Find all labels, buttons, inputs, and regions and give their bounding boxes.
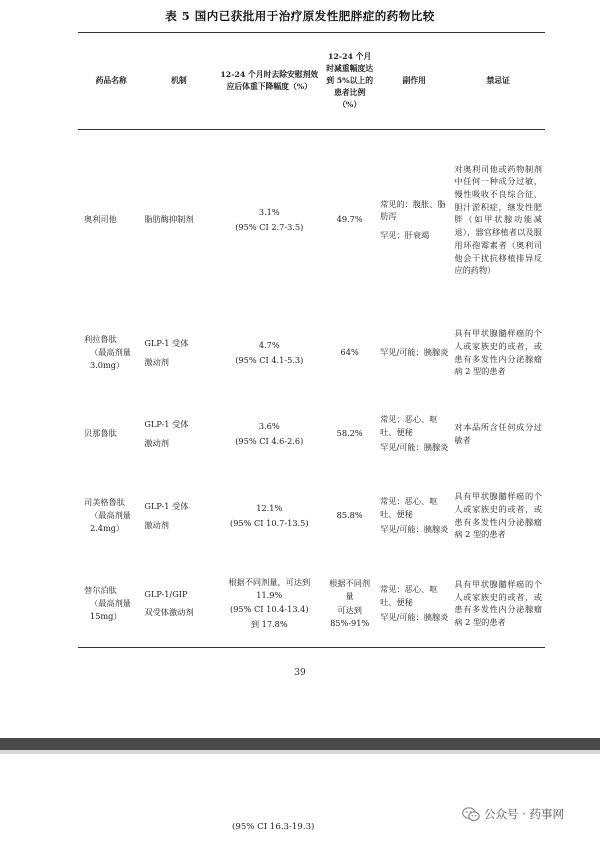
header-contraindications: 禁忌证 xyxy=(451,33,545,130)
side-effect-rare: 罕见/可能：胰腺炎 xyxy=(380,611,449,622)
table-row xyxy=(78,396,545,472)
drug-name-cell xyxy=(78,130,141,310)
weight-loss-cell xyxy=(216,560,322,648)
header-mechanism: 机制 xyxy=(141,33,216,130)
patient-ratio-value: 根据不同剂量 xyxy=(329,577,371,601)
side-effects-cell xyxy=(377,396,451,472)
weight-loss-ci: (95% CI 4.1-5.3) xyxy=(235,354,304,365)
patient-ratio-value-2: 可达到 85%-91% xyxy=(330,605,370,628)
side-effect-common: 常见的：腹胀、脂肪泻 xyxy=(380,198,446,222)
weight-loss-ci: (95% CI 4.6-2.6) xyxy=(235,435,304,446)
header-patient-ratio: 12-24 个月时减重幅度达到 5%以上的患者比例（%） xyxy=(322,33,377,130)
side-effect-rare: 罕见/可能：胰腺炎 xyxy=(380,347,449,358)
header-drug-name: 药品名称 xyxy=(78,33,141,130)
side-effect-rare: 罕见/可能：胰腺炎 xyxy=(380,523,449,534)
patient-ratio-value: 85.8% xyxy=(336,510,363,521)
weight-loss-cell xyxy=(216,472,322,560)
contraindications-cell: 对奥利司他或药物制剂中任何一种成分过敏，慢性吸收不良综合征，胆汁淤积症，继发性肥胖（如甲状腺功能减退），器官移植者以及服用环孢霉素者（奥利司他会干扰抗移植排异反应的药物） xyxy=(454,163,542,276)
weight-loss-value: 3.1% xyxy=(258,207,280,218)
weight-loss-upper: 到 17.8% xyxy=(250,618,288,629)
weight-loss-cell xyxy=(216,310,322,396)
patient-ratio-cell xyxy=(322,396,377,472)
mechanism-cell xyxy=(141,472,216,560)
side-effect-rare: 罕见/可能：胰腺炎 xyxy=(380,441,449,452)
drug-name: 贝那鲁肽 xyxy=(84,428,117,439)
drug-name: 利拉鲁肽 xyxy=(84,334,117,345)
weight-loss-value: 根据不同剂量，可达到 11.9% xyxy=(228,576,311,600)
side-effects-cell xyxy=(377,472,451,560)
drug-name-cell xyxy=(78,560,141,648)
mechanism-text-2: 激动剂 xyxy=(144,519,169,530)
side-effect-rare: 罕见：肝衰竭 xyxy=(380,230,430,241)
patient-ratio-cell xyxy=(322,310,377,396)
table-title: 表 5 国内已获批用于治疗原发性肥胖症的药物比较 xyxy=(165,9,435,23)
mechanism-text: GLP-1 受体 xyxy=(144,337,189,348)
patient-ratio-cell xyxy=(322,130,377,310)
contraindications-cell: 对本品所含任何成分过敏者 xyxy=(454,421,542,445)
drug-name-cell xyxy=(78,472,141,560)
wechat-icon xyxy=(462,807,480,822)
drug-name: 奥利司他 xyxy=(84,214,117,225)
drug-dose-note: （最高剂量 2.4mg） xyxy=(90,510,131,533)
side-effects-cell xyxy=(377,560,451,648)
weight-loss-value: 12.1% xyxy=(256,502,283,513)
page-separator xyxy=(0,738,600,750)
table-row xyxy=(78,310,545,396)
drug-dose-note: （最高剂量 15mg） xyxy=(90,597,131,621)
mechanism-text: GLP-1 受体 xyxy=(144,500,189,511)
mechanism-cell xyxy=(141,560,216,648)
mechanism-text-2: 激动剂 xyxy=(144,437,169,448)
drug-comparison-table xyxy=(78,32,545,648)
side-effects-cell xyxy=(377,310,451,396)
page-separator-shadow xyxy=(0,750,600,754)
weight-loss-value: 4.7% xyxy=(258,339,280,350)
watermark xyxy=(462,806,564,822)
weight-loss-cell xyxy=(216,130,322,310)
side-effects-cell xyxy=(377,130,451,310)
patient-ratio-cell xyxy=(322,472,377,560)
contraindications-cell: 具有甲状腺髓样癌的个人或家族史的或者，或患有多发性内分泌腺瘤病 2 型的患者 xyxy=(451,560,545,648)
table-row xyxy=(78,130,545,310)
patient-ratio-value: 64% xyxy=(340,347,359,358)
watermark-text: 公众号 · 药事网 xyxy=(484,807,564,821)
continued-ci-text: (95% CI 16.3-19.3) xyxy=(232,822,315,832)
mechanism-text: 脂肪酶抑制剂 xyxy=(144,214,194,225)
table-row xyxy=(78,472,545,560)
mechanism-text: GLP-1 受体 xyxy=(144,418,189,429)
drug-name-cell xyxy=(78,396,141,472)
table-header-row xyxy=(78,33,545,130)
weight-loss-value: 3.6% xyxy=(258,420,280,431)
patient-ratio-cell xyxy=(322,560,377,648)
header-side-effects: 副作用 xyxy=(377,33,451,130)
contraindications-cell: 具有甲状腺髓样癌的个人或家族史的或者，或患有多发性内分泌腺瘤病 2 型的患者 xyxy=(454,328,542,377)
patient-ratio-value: 58.2% xyxy=(336,428,363,439)
mechanism-text-2: 激动剂 xyxy=(144,356,169,367)
drug-dose-note: （最高剂量 3.0mg） xyxy=(90,347,131,370)
side-effect-common: 常见：恶心、呕吐、便秘 xyxy=(380,584,438,607)
header-weight-loss: 12-24 个月时去除安慰剂效应后体重下降幅度（%） xyxy=(216,33,322,130)
mechanism-text: GLP-1/GIP xyxy=(144,588,188,599)
weight-loss-ci: (95% CI 2.7-3.5) xyxy=(235,221,304,232)
page-number: 39 xyxy=(294,668,306,678)
weight-loss-ci: (95% CI 10.7-13.5) xyxy=(230,517,309,528)
drug-name-cell xyxy=(78,310,141,396)
mechanism-cell xyxy=(141,396,216,472)
patient-ratio-value: 49.7% xyxy=(336,214,363,225)
drug-name: 司美格鲁肽 xyxy=(84,497,125,508)
table-row xyxy=(78,560,545,648)
contraindications-cell: 具有甲状腺髓样癌的个人或家族史的或者，或患有多发性内分泌腺瘤病 2 型的患者 xyxy=(454,491,542,540)
side-effect-common: 常见：恶心、呕吐、便秘 xyxy=(380,414,438,438)
weight-loss-ci: (95% CI 10.4-13.4) xyxy=(230,604,309,615)
weight-loss-cell xyxy=(216,396,322,472)
side-effect-common: 常见：恶心、呕吐、便秘 xyxy=(380,496,438,520)
mechanism-cell xyxy=(141,310,216,396)
drug-name: 替尔泊肽 xyxy=(84,585,117,596)
mechanism-cell xyxy=(141,130,216,310)
mechanism-text-2: 双受体激动剂 xyxy=(144,607,194,618)
